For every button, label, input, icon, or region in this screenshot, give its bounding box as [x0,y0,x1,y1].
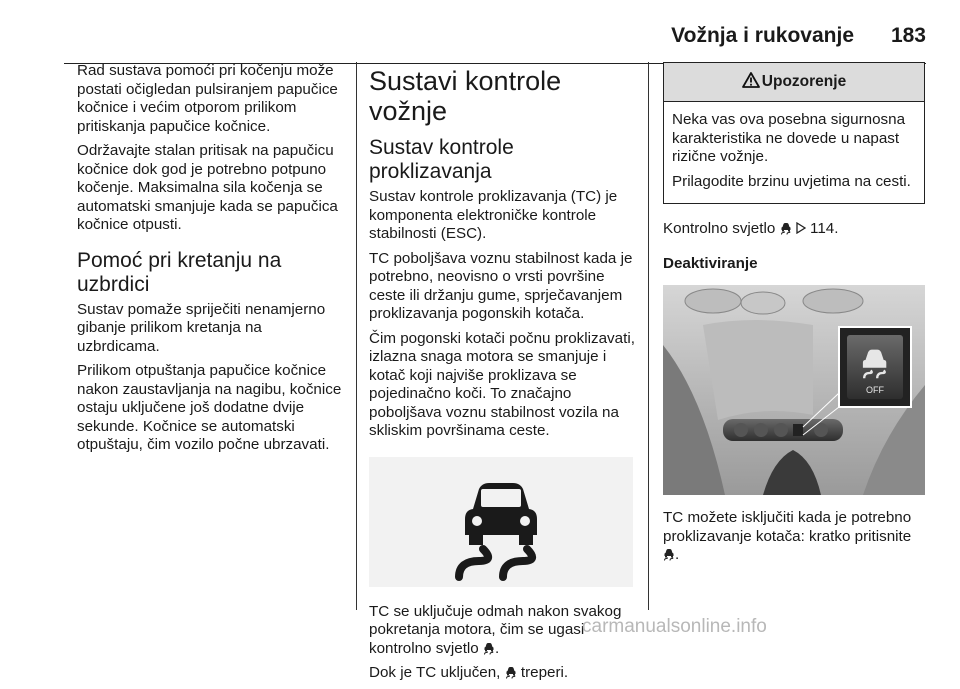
column-middle [369,62,635,689]
column-right [663,62,925,571]
paragraph: Održavajte stalan pritisak na papučicu kočnice dok god je potrebno potpuno kočenje. Maksimalna sila kočenja se automatski smanjuje kada se papučica kočnice otpusti. [77,142,338,233]
page-header [64,18,926,58]
watermark: carmanualsonline.info [582,616,767,637]
paragraph: TC možete isključiti kada je potrebno proklizavanje kotača: kratko pritisnite . [663,509,912,563]
indicator-reference: Kontrolno svjetlo 114. [663,220,839,237]
traction-control-icon [369,457,633,587]
column-left [77,62,345,461]
traction-control-icon [663,548,675,561]
off-button-label: OFF [866,385,884,395]
paragraph: Sustav kontrole proklizavanja (TC) je komponenta elektroničke kontrole stabilnosti (ESC). [369,188,618,242]
paragraph: Čim pogonski kotači počnu proklizavati, izlazna snaga motora se smanjuje i kotač koji najviše proklizava se pojedinačno koči. To značajno poboljšava voznu stabilnost vozila na skliskim površinama ceste. [369,329,635,439]
paragraph: Sustav pomaže spriječiti nenamjerno gibanje prilikom kretanja na uzbrdicama. [77,300,326,355]
page-number: 183 [890,24,926,47]
paragraph: Rad sustava pomoći pri kočenju može postati očigledan pulsiranjem papučice kočnice i većim otporom prilikom pritiskanja papučice kočnice. [77,62,338,135]
paragraph: TC poboljšava voznu stabilnost kada je potrebno, neovisno o vrsti površine ceste ili držanju gume, sprječavanjem proklizavanja pogonskih kotača. [369,249,633,322]
section-heading: Deaktiviranje [663,254,758,272]
paragraph: Prilikom otpuštanja papučice kočnice nakon zaustavljanja na nagibu, kočnice ostaju uključene još dodatne dvije sekunde. Kočnice se automatski otpuštaju, čim vozilo počne ubrzavati. [77,362,342,453]
page-reference-arrow-icon [796,222,806,234]
warning-box [663,62,925,204]
paragraph: Dok je TC uključen, treperi. [369,664,569,681]
warning-icon [742,72,760,88]
column-divider [356,62,357,610]
paragraph: Prilagodite brzinu uvjetima na cesti. [672,172,911,190]
warning-header [664,63,924,102]
chapter-title: Sustavi kontrole vožnje [369,66,562,126]
paragraph: Neka vas ova posebna sigurnosna karakteristika ne dovede u napast rizične vožnje. [672,111,906,165]
traction-control-icon [505,666,517,679]
traction-control-icon [483,642,495,655]
paragraph: TC se uključuje odmah nakon svakog pokretanja motora, čim se ugasi kontrolno svjetlo . [369,602,622,657]
section-heading: Pomoć pri kretanju na uzbrdici [77,248,282,296]
traction-control-figure [369,457,633,587]
dashboard-photo [663,285,925,495]
traction-control-icon [780,222,792,235]
warning-title: Upozorenje [761,73,847,90]
warning-body [664,102,924,203]
section-heading: Sustav kontrole proklizavanja [369,136,514,183]
column-divider [648,62,649,610]
header-title: Vožnja i rukovanje [671,24,854,47]
